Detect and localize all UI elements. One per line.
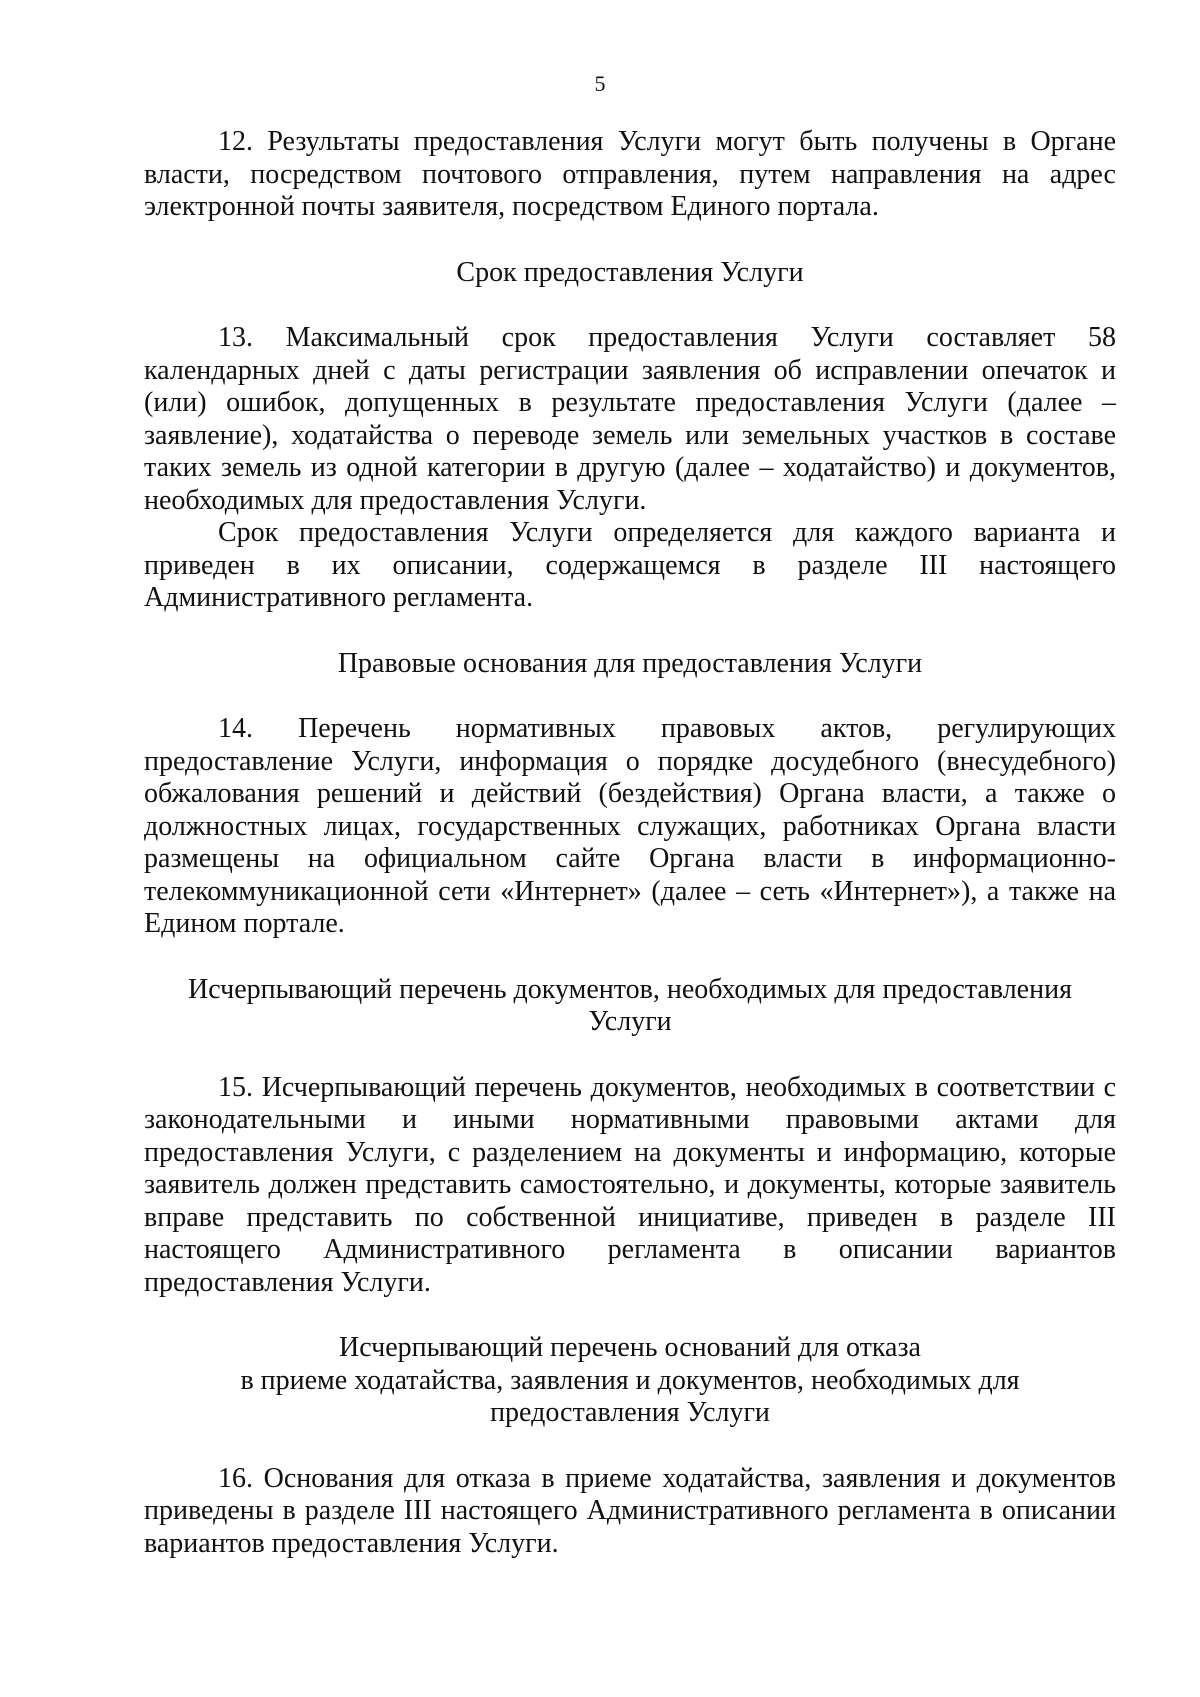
page-number: 5 xyxy=(594,71,606,96)
spacer xyxy=(144,941,1116,974)
document-body xyxy=(144,126,1116,1560)
heading-legal-basis: Правовые основания для предоставления Услуги xyxy=(337,647,923,679)
heading-refusal-grounds xyxy=(144,1332,1116,1430)
paragraph-13-continued: Срок предоставления Услуги определяется для каждого варианта и приведен в их описании, содержащемся в разделе III настоящего Административного регламента. xyxy=(144,517,1116,613)
heading-service-term: Срок предоставления Услуги xyxy=(456,256,804,288)
paragraph-12: 12. Результаты предоставления Услуги могут быть получены в Органе власти, посредством почтового отправления, путем направления на адрес электронной почты заявителя, посредством Единого портала. xyxy=(144,126,1116,222)
paragraph-15: 15. Исчерпывающий перечень документов, необходимых в соответствии с законодательными и иными нормативными правовыми актами для предоставления Услуги, с разделением на документы и информацию, которые заявитель должен представить самостоятельно, и документы, которые заявитель вправе представить по собственной инициативе, приведен в разделе III настоящего Административного регламента в описании вариантов предоставления Услуги. xyxy=(144,1071,1116,1298)
spacer xyxy=(144,615,1116,648)
heading-required-documents xyxy=(144,974,1116,1039)
spacer xyxy=(144,289,1116,322)
paragraph-16: 16. Основания для отказа в приеме ходатайства, заявления и документов приведены в разделе III настоящего Административного регламента в описании вариантов предоставления Услуги. xyxy=(144,1462,1116,1559)
spacer xyxy=(144,680,1116,713)
paragraph-14: 14. Перечень нормативных правовых актов, регулирующих предоставление Услуги, информация о порядке досудебного (внесудебного) обжалования решений и действий (бездействия) Органа власти, а также о должностных лицах, государственных служащих, работниках Органа власти размещены на официальном сайте Органа власти в информационно-телекоммуникационной сети «Интернет» (далее – сеть «Интернет»), а также на Едином портале. xyxy=(144,713,1116,939)
heading-line: Услуги xyxy=(588,1006,672,1037)
spacer xyxy=(144,1430,1116,1463)
spacer xyxy=(144,1299,1116,1332)
heading-line: предоставления Услуги xyxy=(490,1397,770,1428)
heading-line: в приеме ходатайства, заявления и документов, необходимых для xyxy=(240,1364,1020,1396)
paragraph-13: 13. Максимальный срок предоставления Услуги составляет 58 календарных дней с даты регистрации заявления об исправлении опечаток и (или) ошибок, допущенных в результате предоставления Услуги (далее – заявление), ходатайства о переводе земель или земельных участков в составе таких земель из одной категории в другую (далее – ходатайство) и документов, необходимых для предоставления Услуги. xyxy=(144,322,1116,516)
spacer xyxy=(144,1039,1116,1072)
heading-line: Исчерпывающий перечень документов, необходимых для предоставления xyxy=(188,973,1072,1005)
heading-line: Исчерпывающий перечень оснований для отказа xyxy=(339,1332,921,1363)
spacer xyxy=(144,224,1116,257)
